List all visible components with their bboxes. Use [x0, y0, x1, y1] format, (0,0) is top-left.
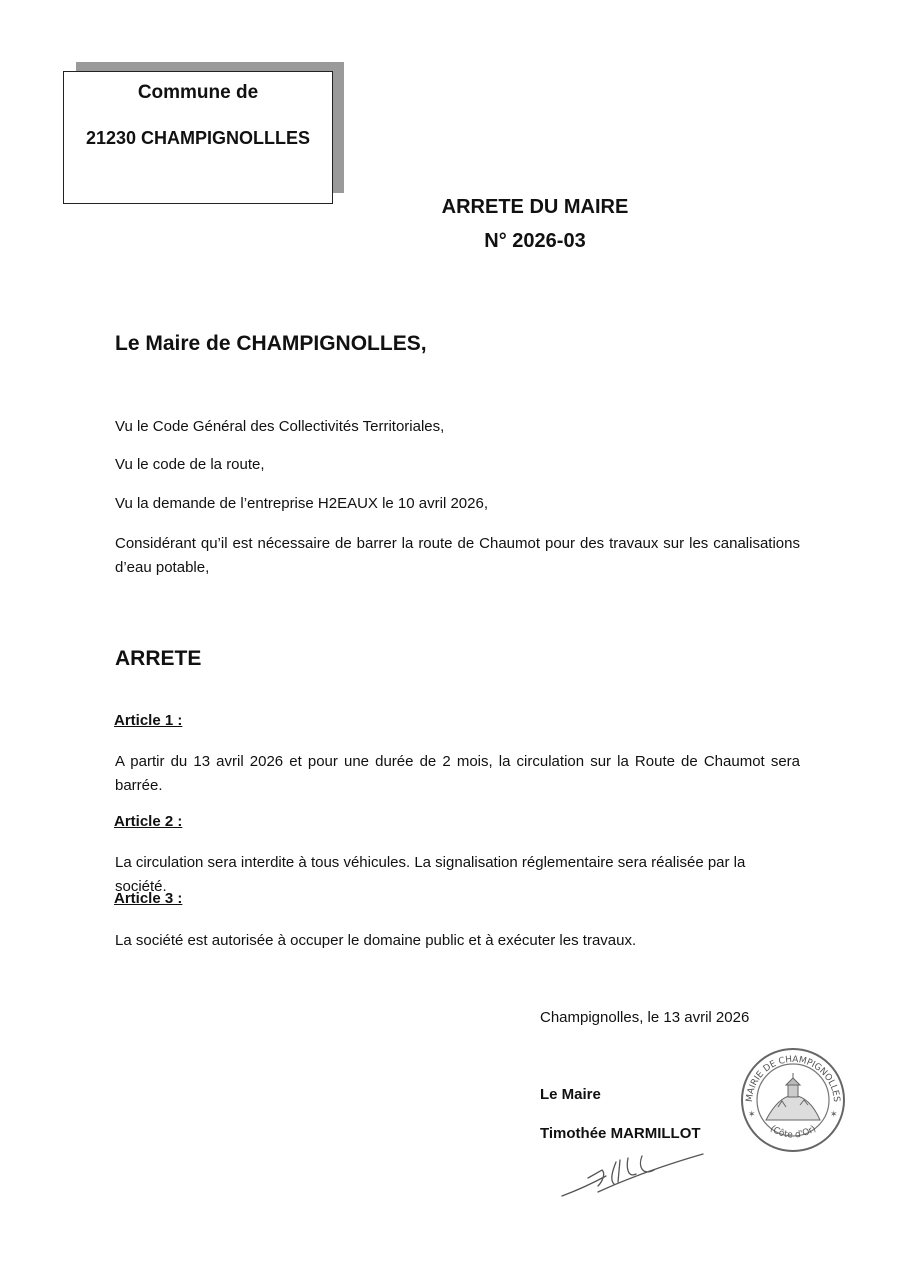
mayor-signature: [558, 1148, 708, 1203]
article-2-text: La circulation sera interdite à tous véhicules. La signalisation réglementaire sera réalisée par la société.: [115, 854, 746, 895]
article-3-text: La société est autorisée à occuper le domaine public et à exécuter les travaux.: [115, 932, 637, 949]
consideration-2: Vu le code de la route,: [115, 456, 265, 473]
svg-text:✶: ✶: [830, 1109, 838, 1119]
article-2-label: Article 2 :: [114, 813, 183, 830]
stamp-top-text: MAIRIE DE CHAMPIGNOLLES: [744, 1054, 842, 1103]
stamp-emblem: [766, 1073, 820, 1120]
commune-name: 21230 CHAMPIGNOLLLES: [85, 128, 311, 148]
signatory-role: Le Maire: [540, 1086, 601, 1103]
stamp-bottom-text: (Côte d'Or): [767, 1124, 819, 1141]
consideration-3: Vu la demande de l’entreprise H2EAUX le 10 avril 2026,: [115, 495, 488, 512]
consideration-1: Vu le Code Général des Collectivités Territoriales,: [115, 418, 445, 435]
article-1-label: Article 1 :: [114, 712, 183, 729]
mayor-heading: Le Maire de CHAMPIGNOLLES,: [115, 332, 427, 355]
document-number: N° 2026-03: [484, 230, 586, 252]
article-1-text: A partir du 13 avril 2026 et pour une durée de 2 mois, la circulation sur la Route de Chaumot sera barrée.: [115, 753, 800, 794]
decision-heading: ARRETE: [115, 647, 202, 670]
signatory-name: Timothée MARMILLOT: [540, 1125, 701, 1142]
svg-text:✶: ✶: [748, 1109, 756, 1119]
svg-text:(Côte d'Or): [768, 1124, 818, 1140]
place-date: Champignolles, le 13 avril 2026: [540, 1009, 750, 1026]
article-3-label: Article 3 :: [114, 890, 183, 907]
consideration-4: Considérant qu’il est nécessaire de barrer la route de Chaumot pour des travaux sur les canalisations d’eau potable,: [115, 535, 800, 576]
document-title: ARRETE DU MAIRE: [441, 196, 629, 218]
mairie-stamp: [738, 1045, 848, 1155]
commune-label: Commune de: [137, 82, 259, 103]
